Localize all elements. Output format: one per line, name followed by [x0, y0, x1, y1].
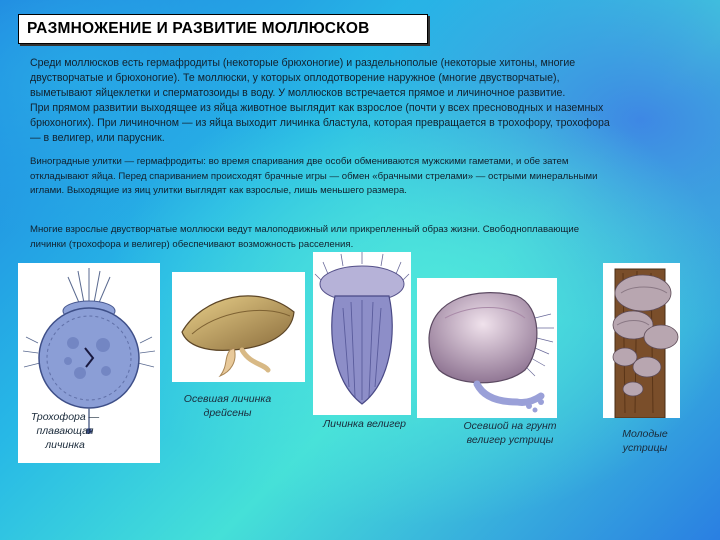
text-line: Виноградные улитки — гермафродиты: во время спаривания две особи обмениваются мужскими гаметами, и обе затем	[30, 156, 569, 167]
text-line: При прямом развитии выходящее из яйца животное выглядит как взрослое (почти у всех пресноводных и наземных	[30, 102, 604, 114]
caption-line: Трохофора —	[30, 411, 100, 423]
paragraph-reproduction	[30, 56, 690, 146]
caption-line: устрицы	[622, 442, 668, 454]
caption-line: Осевшой на грунт	[463, 420, 557, 432]
caption-veliger	[312, 417, 417, 431]
caption-line: Молодые	[622, 428, 668, 440]
text-line: Многие взрослые двустворчатые моллюски ведут малоподвижный или прикрепленный образ жизни. Свободноплавающие	[30, 224, 580, 235]
caption-line: велигер устрицы	[466, 434, 554, 446]
dreissena-image	[172, 272, 305, 382]
text-line: двустворчатые и брюхоногие). Те моллюски, у которых оплодотворение наружное (многие двустворчатые),	[30, 72, 560, 84]
paragraph-bivalves	[30, 223, 690, 252]
caption-line: личинка	[45, 439, 85, 451]
oyster-veliger-image	[417, 278, 557, 418]
young-oysters-image	[603, 263, 680, 418]
young-oysters-illustration	[603, 263, 680, 418]
caption-dreissena	[175, 392, 280, 420]
oyster-veliger-illustration	[417, 278, 557, 418]
caption-oyster-veliger	[455, 419, 565, 447]
text-line: брюхоногих). При личиночном — из яйца выходит личинка бластула, которая превращается в трохофору, трохофора	[30, 117, 610, 129]
caption-young-oysters	[610, 427, 680, 455]
text-line: личинки (трохофора и велигер) обеспечивают возможность расселения.	[30, 238, 354, 250]
caption-line: дрейсены	[203, 407, 252, 419]
veliger-illustration	[313, 252, 411, 415]
caption-line: Личинка велигер	[322, 418, 407, 430]
text-line: откладывают яйца. Перед спариванием происходят брачные игры — обмен «брачными стрелами» — острыми минеральными	[30, 170, 598, 182]
text-line: выметывают яйцеклетки и сперматозоиды в воду. У моллюсков встречается прямое и личиночное развитие.	[30, 87, 566, 99]
paragraph-snails	[30, 155, 680, 199]
page-title: РАЗМНОЖЕНИЕ И РАЗВИТИЕ МОЛЛЮСКОВ	[27, 20, 370, 37]
caption-line: плавающая	[36, 425, 94, 437]
title-box	[18, 14, 428, 44]
veliger-image	[313, 252, 411, 415]
caption-line: Осевшая личинка	[183, 393, 272, 405]
text-line: Среди моллюсков есть гермафродиты (некоторые брюхоногие) и раздельнополые (некоторые хитоны, многие	[30, 57, 576, 69]
dreissena-illustration	[172, 272, 305, 382]
caption-trochophore	[20, 410, 110, 452]
text-line: иглами. Выходящие из яиц улитки выглядят как взрослые, лишь меньшего размера.	[30, 185, 407, 196]
text-line: — в велигер, или парусник.	[30, 132, 165, 144]
